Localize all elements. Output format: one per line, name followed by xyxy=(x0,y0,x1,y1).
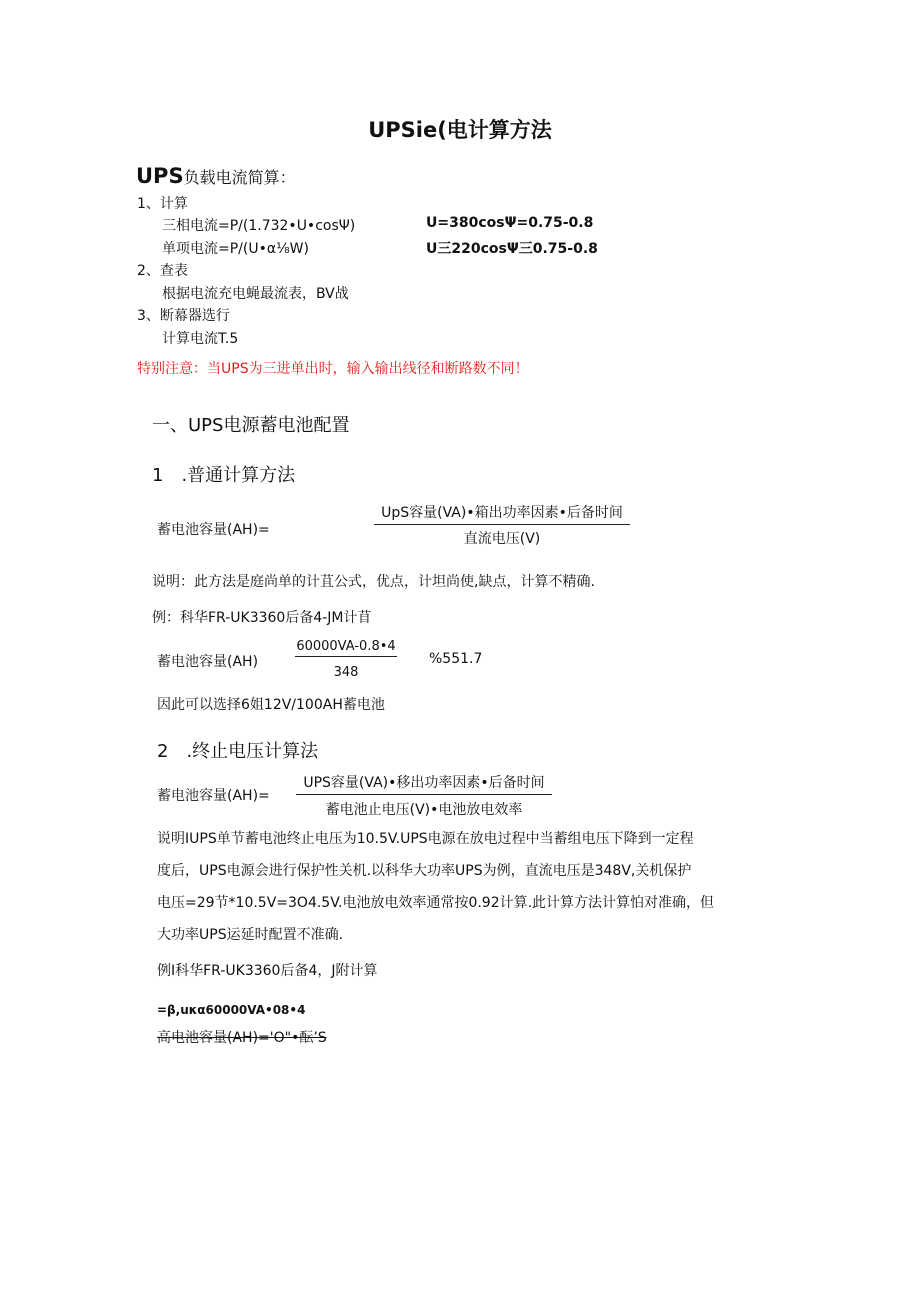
method2-example: 例I科华FR-UK3360后备4，J附计算 xyxy=(157,963,378,979)
load-current-heading xyxy=(136,164,296,188)
method1-conclusion: 因此可以选择6姐12V/100AH蓄电池 xyxy=(157,697,385,713)
method1-example: 例：科华FR-UK3360后备4-JM计苜 xyxy=(152,610,372,626)
method2-example-line2: 高电池容量(AH)='O"•酝’S xyxy=(157,1030,327,1046)
method1-denominator: 直流电压(V) xyxy=(463,531,541,547)
method2-explanation-line1: 说明IUPS单节蓄电池终止电压为10.5V.UPS电源在放电过程中当蓄组电压下降到一定程 xyxy=(157,831,694,847)
breaker-text: 计算电流T.5 xyxy=(162,331,239,347)
method1-formula-label: 蓄电池容量(AH)= xyxy=(157,522,270,538)
method1-example-numerator: 60000VA-0.8•4 xyxy=(295,639,397,657)
method1-example-denominator: 348 xyxy=(333,665,359,680)
method2-numerator: UPS容量(VA)•移出功率因素•后备时间 xyxy=(296,772,552,795)
method1-example-label: 蓄电池容量(AH) xyxy=(157,654,259,670)
step-1: 1、计算 xyxy=(137,196,188,212)
method2-explanation-line3: 电压=29节*10.5V=3O4.5V.电池放电效率通常按0.92计算.此计算方法计算怕对准确，但 xyxy=(157,895,715,911)
page-title: UPSie(电计算方法 xyxy=(368,118,552,142)
heading-rest: 负载电流简算： xyxy=(183,168,296,187)
method1-explanation: 说明：此方法是庭尚单的计苴公式，优点，计坦尚使,缺点，计算不精确. xyxy=(152,574,595,590)
method2-formula-label: 蓄电池容量(AH)= xyxy=(157,788,270,804)
heading-ups: UPS xyxy=(136,164,184,188)
single-phase-condition: U三220cosΨ三0.75-0.8 xyxy=(426,241,598,257)
special-notice: 特别注意：当UPS为三进单出时，输入输出线径和断路数不同！ xyxy=(137,361,529,377)
lookup-text: 根据电流充电蝇最流表，BV战 xyxy=(162,286,349,302)
three-phase-condition: U=380cosΨ=0.75-0.8 xyxy=(426,215,594,231)
three-phase-formula: 三相电流=P/(1.732•U•cosΨ) xyxy=(162,218,356,234)
step-3: 3、断幕器选行 xyxy=(137,308,230,324)
battery-section-title: 一、UPS电源蓄电池配置 xyxy=(152,415,350,436)
step-2: 2、查表 xyxy=(137,263,188,279)
method1-example-result: %551.7 xyxy=(429,651,483,667)
single-phase-formula: 单项电流=P/(U•α⅛W) xyxy=(162,241,309,257)
method2-explanation-line2: 度后，UPS电源会进行保护性关机.以科华大功率UPS为例，直流电压是348V,关机保护 xyxy=(157,863,692,879)
method2-heading: 2 .终止电压计算法 xyxy=(157,741,319,762)
method1-numerator: UpS容量(VA)•箱出功率因素•后备时间 xyxy=(374,502,630,525)
method1-heading: 1 .普通计算方法 xyxy=(152,465,296,486)
method2-explanation-line4: 大功率UPS运延时配置不准确. xyxy=(157,927,344,943)
method2-denominator: 蓄电池止电压(V)•电池放电效率 xyxy=(325,802,523,818)
method2-example-line1: =β,uκα60000VA•08•4 xyxy=(157,1003,306,1017)
